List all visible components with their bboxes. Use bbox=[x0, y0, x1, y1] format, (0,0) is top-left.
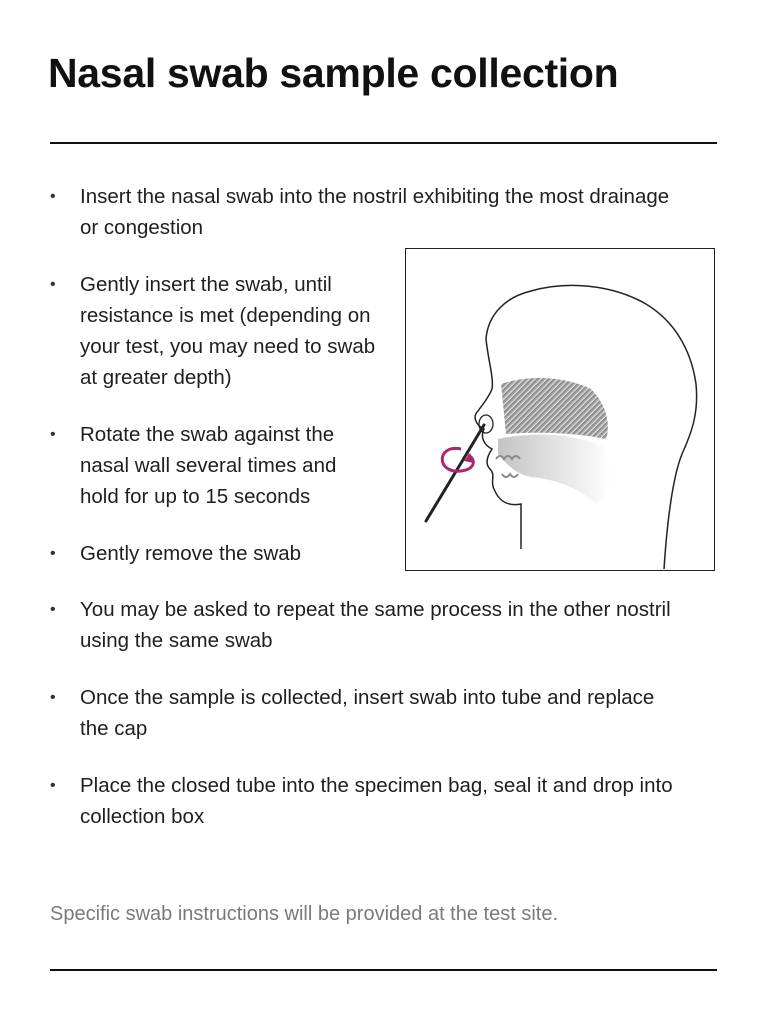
head-profile-icon bbox=[406, 249, 713, 569]
nasal-swab-illustration bbox=[405, 248, 715, 571]
instruction-item: • You may be asked to repeat the same process in the other nostril using the same swab bbox=[80, 594, 680, 656]
page-title: Nasal swab sample collection bbox=[48, 50, 619, 96]
instruction-item: • Once the sample is collected, insert swab into tube and replace the cap bbox=[80, 682, 680, 744]
top-divider bbox=[50, 142, 717, 144]
instruction-item: • Rotate the swab against the nasal wall several times and hold for up to 15 seconds bbox=[80, 419, 380, 512]
footer-note: Specific swab instructions will be provided at the test site. bbox=[50, 903, 559, 925]
swab-stick bbox=[426, 425, 484, 521]
nasal-cavity bbox=[501, 378, 608, 439]
instruction-item: • Gently insert the swab, until resistance is met (depending on your test, you may need to swab at greater depth) bbox=[80, 269, 380, 393]
instruction-item: • Place the closed tube into the specimen bag, seal it and drop into collection box bbox=[80, 770, 700, 832]
instruction-item: • Gently remove the swab bbox=[80, 538, 380, 569]
mouth-cavity bbox=[498, 435, 611, 504]
instruction-item: • Insert the nasal swab into the nostril exhibiting the most drainage or congestion bbox=[80, 181, 680, 243]
bottom-divider bbox=[50, 969, 717, 971]
